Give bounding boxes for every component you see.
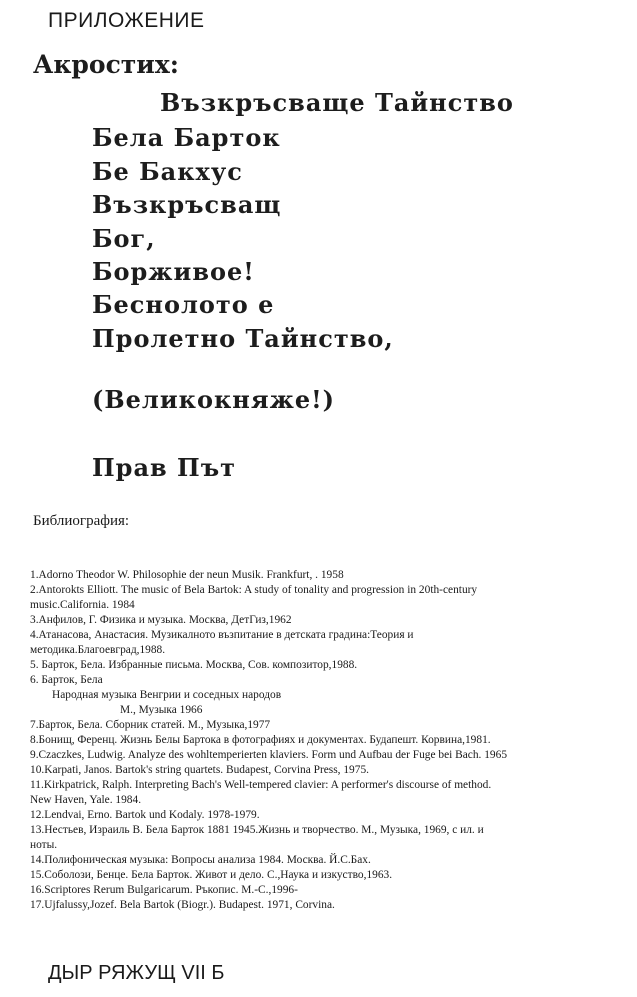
bibliography-entry: 17.Ujfalussy,Jozef. Bela Bartok (Biogr.). Budapest. 1971, Corvina. (30, 899, 335, 911)
bibliography-entry: М., Музыка 1966 (120, 704, 203, 716)
acrostic-line: Възкръсващ (92, 190, 282, 219)
bibliography-entry: music.California. 1984 (30, 599, 135, 611)
acrostic-line: Прав Път (92, 453, 236, 482)
bibliography-entry: Народная музыка Венгрии и соседных народов (52, 689, 282, 701)
bibliography-entry: ноты. (30, 839, 58, 851)
bibliography-entry: 3.Анфилов, Г. Физика и музыка. Москва, ДетГиз,1962 (30, 614, 292, 626)
bibliography-entry: 12.Lendvai, Erno. Bartok und Kodaly. 1978-1979. (30, 809, 260, 821)
bibliography-entry: 7.Барток, Бела. Сборник статей. М., Музыка,1977 (30, 719, 271, 731)
bibliography-entry: New Haven, Yale. 1984. (30, 794, 142, 806)
bibliography-entry: 15.Соболози, Бенце. Бела Барток. Живот и дело. С.,Наука и изкуство,1963. (30, 869, 393, 881)
bibliography-entry: 13.Нестьев, Израиль В. Бела Барток 1881 1945.Жизнь и творчество. М., Музыка, 1969, с ил. и (30, 824, 484, 836)
acrostic-line: Бела Барток (92, 123, 281, 152)
bibliography-entry: 8.Бонищ, Ференц. Жизнь Белы Бартока в фотографиях и документах. Будапешт. Корвина,1981. (30, 734, 491, 746)
bibliography-entry: 4.Атанасова, Анастасия. Музикалното възпитание в детската градина:Теория и (30, 629, 414, 641)
bibliography-entry: 10.Karpati, Janos. Bartok's string quartets. Budapest, Corvina Press, 1975. (30, 764, 369, 776)
acrostic-line: Пролетно Тайнство, (92, 324, 394, 353)
bibliography-entry: 6. Барток, Бела (30, 674, 103, 686)
bibliography-entry: 5. Барток, Бела. Избранные письма. Москва, Сов. композитор,1988. (30, 659, 358, 671)
bibliography-entry: 1.Adorno Theodor W. Philosophie der neun Musik. Frankfurt, . 1958 (30, 569, 344, 581)
appendix-heading: ПРИЛОЖЕНИЕ (48, 9, 205, 32)
acrostic-line: (Великокняже!) (92, 385, 335, 414)
footer-text: ДЫР РЯЖУЩ VII Б (48, 962, 225, 984)
acrostic-line: Бог, (92, 224, 156, 253)
bibliography-entry: 16.Scriptores Rerum Bulgaricarum. Ръкопис. М.-С.,1996- (30, 884, 298, 896)
acrostic-title: Акростих: (33, 50, 179, 79)
acrostic-line: Бе Бакхус (92, 157, 243, 186)
acrostic-line: Борживое! (92, 257, 255, 286)
bibliography-entry: 2.Antorokts Elliott. The music of Bela Bartok: A study of tonality and progression in 20th-century (30, 584, 478, 596)
acrostic-line: Възкръсваще Тайнство (160, 88, 514, 117)
bibliography-entry: 9.Czaczkes, Ludwig. Analyze des wohltemperierten klaviers. Form und Aufbau der Fuge bei Bach. 1965 (30, 749, 508, 761)
acrostic-line: Беснолото е (92, 290, 275, 319)
bibliography-heading: Библиография: (33, 513, 130, 529)
bibliography-entry: методика.Благоевград,1988. (30, 644, 166, 656)
bibliography-entry: 14.Полифоническая музыка: Вопросы анализа 1984. Москва. Й.С.Бах. (30, 854, 371, 866)
bibliography-list (30, 568, 612, 913)
bibliography-entry: 11.Kirkpatrick, Ralph. Interpreting Bach's Well-tempered clavier: A performer's discourse of method. (30, 779, 492, 791)
